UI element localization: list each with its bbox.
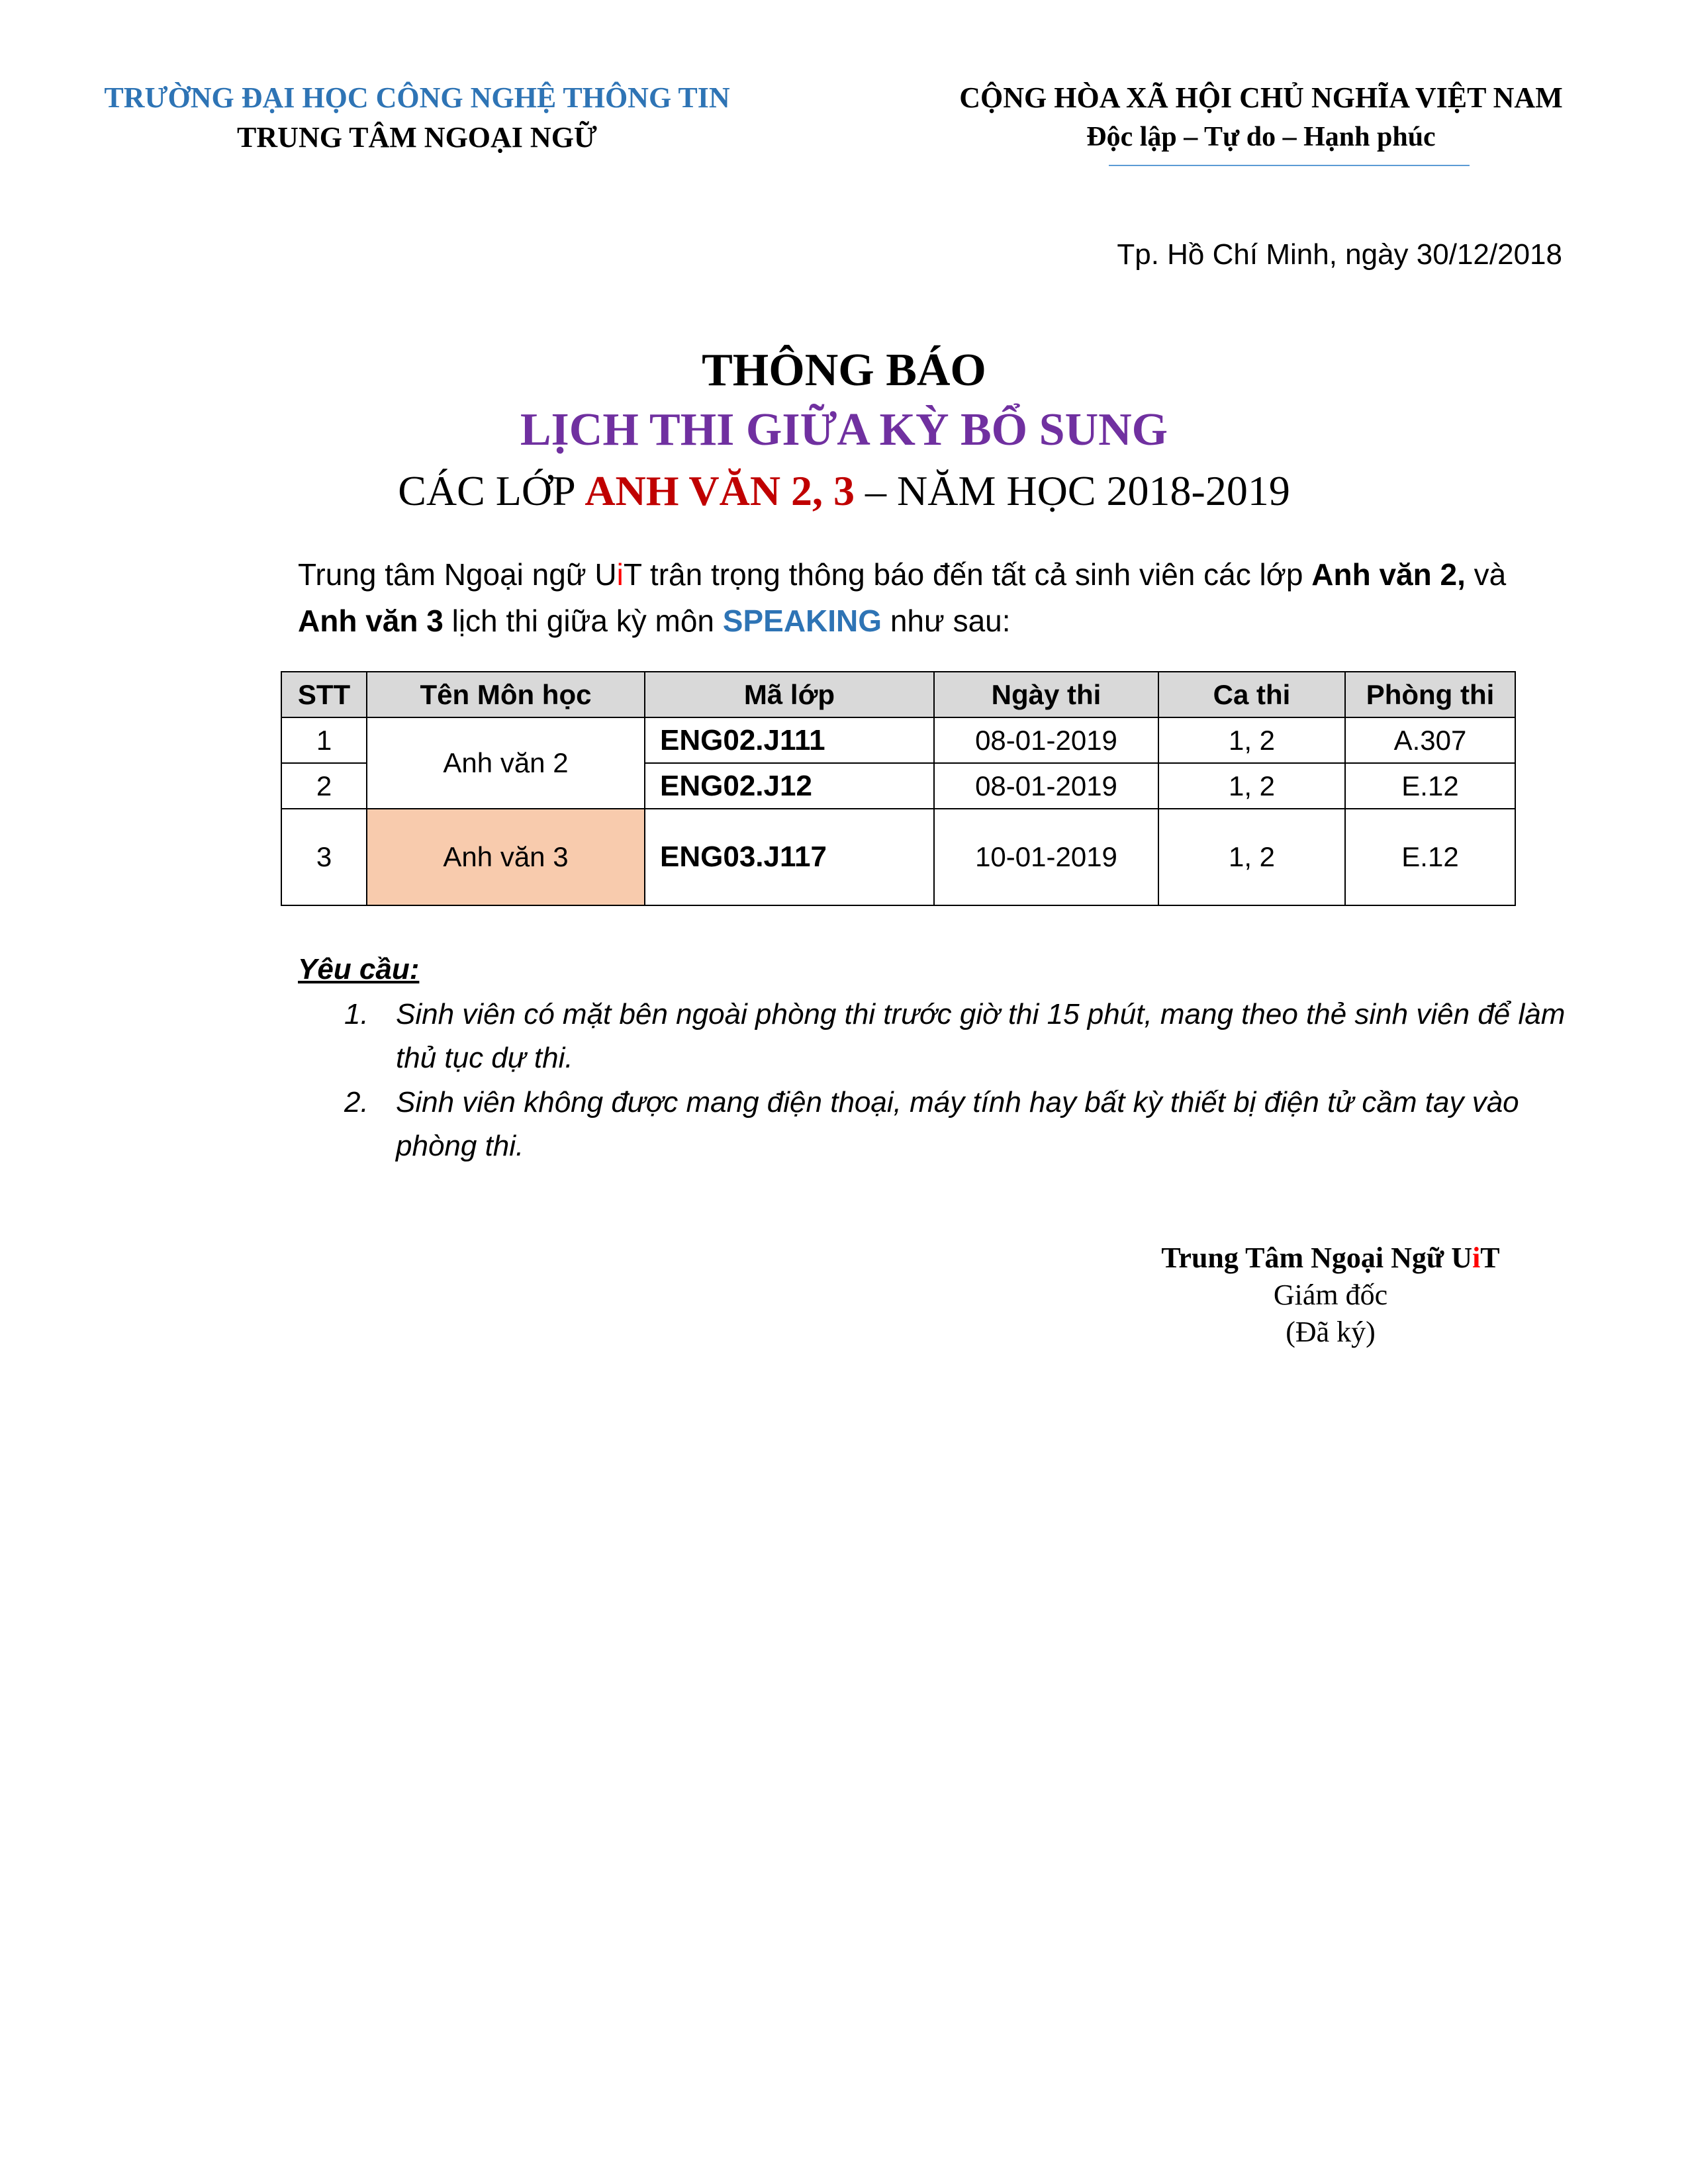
header-subject: Tên Môn học (367, 672, 645, 717)
intro-speaking: SPEAKING (722, 604, 882, 638)
header-exam-date: Ngày thi (934, 672, 1158, 717)
intro-part1: Trung tâm Ngoại ngữ U (298, 557, 617, 592)
document-title: THÔNG BÁO (702, 345, 986, 396)
cell-room: E.12 (1345, 809, 1515, 905)
center-name: TRUNG TÂM NGOẠI NGỮ (237, 121, 597, 154)
signature-org (1092, 1240, 1569, 1277)
table-row (281, 809, 1515, 905)
table-header-row (281, 672, 1515, 717)
cell-shift: 1, 2 (1158, 763, 1345, 809)
intro-part3: và (1465, 557, 1507, 592)
cell-class-code: ENG02.J12 (645, 763, 934, 809)
requirements-title: Yêu cầu: (298, 953, 420, 985)
classes-line (0, 463, 1688, 519)
header-room: Phòng thi (1345, 672, 1515, 717)
cell-room: E.12 (1345, 763, 1515, 809)
requirement-item (344, 1081, 1589, 1168)
signature-role: Giám đốc (1273, 1279, 1388, 1311)
intro-part2: T trân trọng thông báo đến tất cả sinh viên các lớp (623, 557, 1312, 592)
requirement-item (344, 993, 1589, 1080)
intro-part4: lịch thi giữa kỳ môn (443, 604, 723, 638)
cell-shift: 1, 2 (1158, 717, 1345, 763)
cell-exam-date: 10-01-2019 (934, 809, 1158, 905)
cell-exam-date: 08-01-2019 (934, 717, 1158, 763)
requirement-number: 2. (344, 1086, 369, 1118)
school-header (86, 78, 748, 158)
header-shift: Ca thi (1158, 672, 1345, 717)
signature-block (1092, 1240, 1569, 1351)
cell-stt: 2 (281, 763, 367, 809)
classes-prefix: CÁC LỚP (398, 467, 585, 514)
intro-class-3: Anh văn 3 (298, 604, 444, 638)
signature-org-part1: Trung Tâm Ngoại Ngữ U (1161, 1242, 1473, 1274)
cell-class-code: ENG02.J111 (645, 717, 934, 763)
motto-underline (1109, 165, 1470, 166)
classes-suffix: – NĂM HỌC 2018-2019 (855, 467, 1290, 514)
cell-subject: Anh văn 3 (367, 809, 645, 905)
header-class-code: Mã lớp (645, 672, 934, 717)
intro-uit-i: i (616, 557, 624, 592)
requirement-number: 1. (344, 998, 369, 1030)
cell-stt: 3 (281, 809, 367, 905)
classes-highlight: ANH VĂN 2, 3 (585, 467, 855, 514)
national-header (914, 78, 1609, 156)
intro-paragraph (298, 551, 1569, 644)
intro-part5: như sau: (882, 604, 1011, 638)
cell-stt: 1 (281, 717, 367, 763)
intro-class-2: Anh văn 2, (1311, 557, 1466, 592)
cell-room: A.307 (1345, 717, 1515, 763)
university-name: TRƯỜNG ĐẠI HỌC CÔNG NGHỆ THÔNG TIN (104, 81, 730, 114)
header-stt: STT (281, 672, 367, 717)
cell-shift: 1, 2 (1158, 809, 1345, 905)
exam-schedule-table (281, 671, 1516, 906)
cell-exam-date: 08-01-2019 (934, 763, 1158, 809)
national-motto: Độc lập – Tự do – Hạnh phúc (1086, 122, 1436, 152)
cell-subject: Anh văn 2 (367, 717, 645, 809)
requirement-text: Sinh viên có mặt bên ngoài phòng thi trước giờ thi 15 phút, mang theo thẻ sinh viên để làm thủ tục dự thi. (396, 998, 1566, 1074)
cell-class-code: ENG03.J117 (645, 809, 934, 905)
requirement-text: Sinh viên không được mang điện thoại, máy tính hay bất kỳ thiết bị điện tử cầm tay vào phòng thi. (396, 1086, 1519, 1162)
signature-status: (Đã ký) (1286, 1316, 1376, 1348)
table-row (281, 717, 1515, 763)
document-subtitle: LỊCH THI GIỮA KỲ BỔ SUNG (520, 404, 1168, 455)
republic-name: CỘNG HÒA XÃ HỘI CHỦ NGHĨA VIỆT NAM (959, 81, 1563, 114)
signature-org-i: i (1472, 1242, 1481, 1274)
signature-org-part2: T (1480, 1242, 1500, 1274)
date-line: Tp. Hồ Chí Minh, ngày 30/12/2018 (1117, 238, 1562, 271)
